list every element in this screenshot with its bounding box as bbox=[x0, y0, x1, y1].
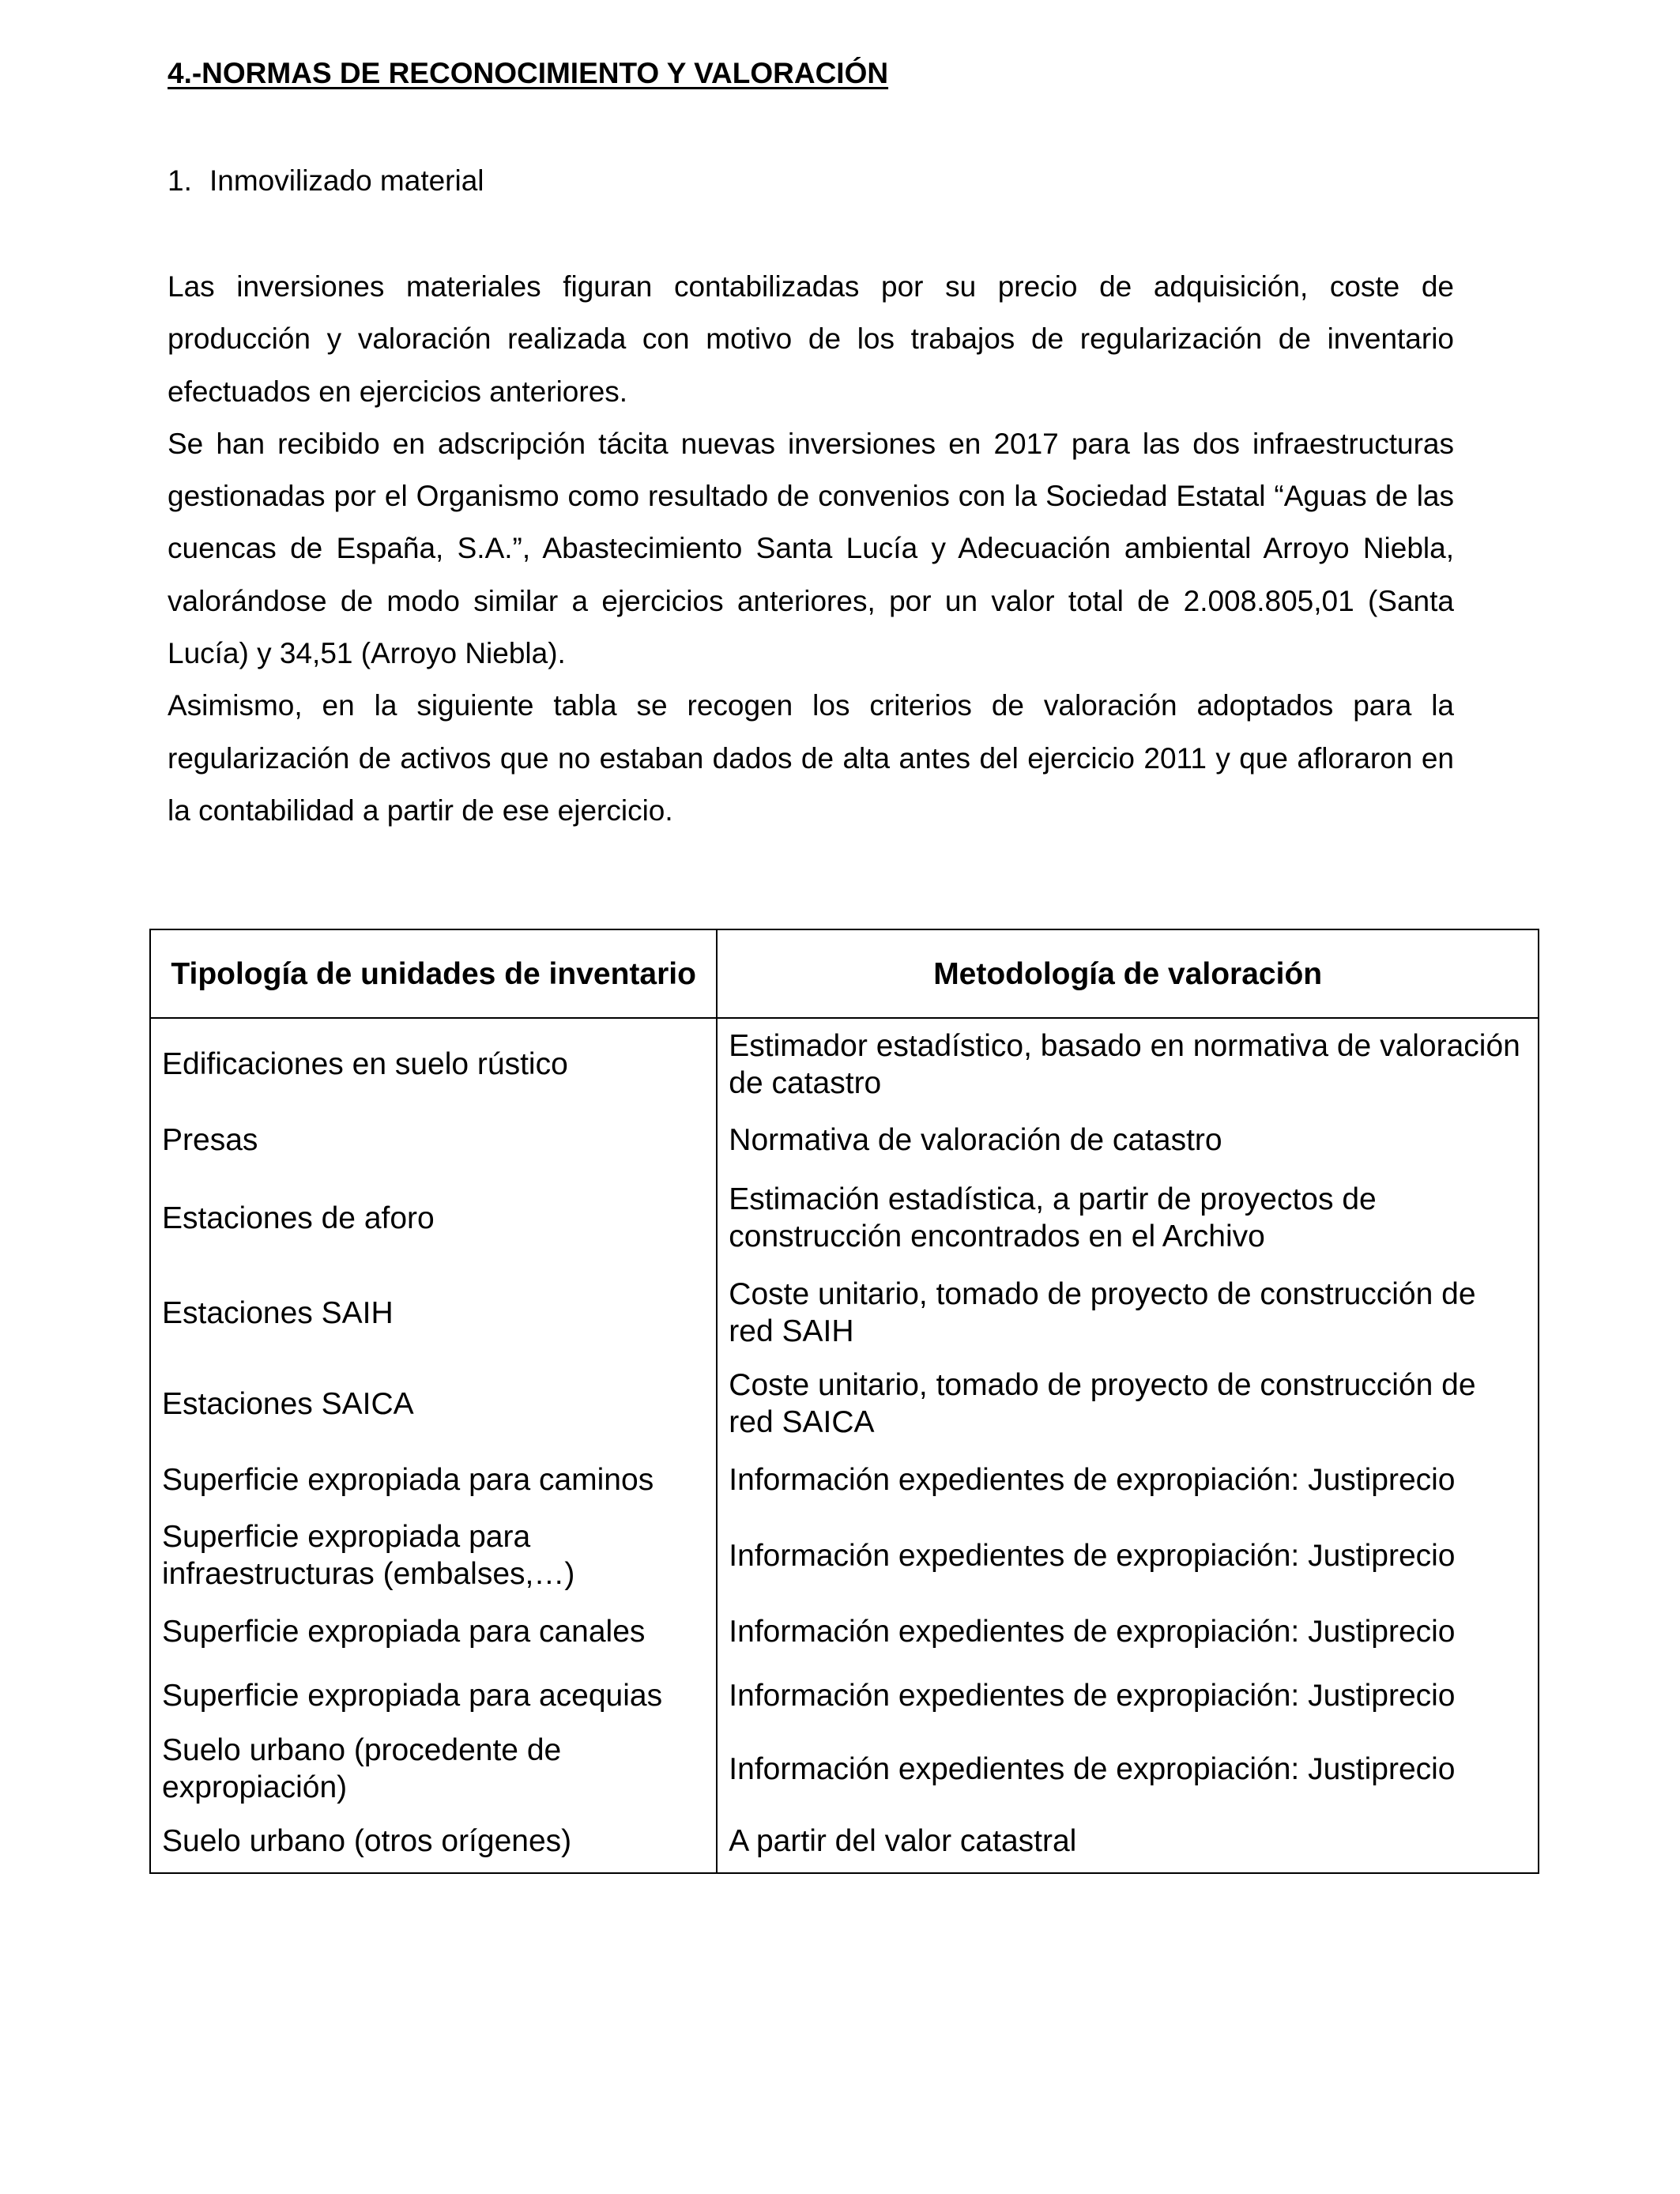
table-row bbox=[150, 1266, 1539, 1359]
table-row bbox=[150, 1110, 1539, 1170]
typology-cell: Superficie expropiada para caminos bbox=[150, 1448, 717, 1511]
table-row bbox=[150, 1511, 1539, 1600]
body-text bbox=[168, 261, 1454, 837]
methodology-cell: Información expedientes de expropiación: Justiprecio bbox=[717, 1600, 1539, 1663]
table-row bbox=[150, 1600, 1539, 1663]
typology-cell: Estaciones SAIH bbox=[150, 1266, 717, 1359]
paragraph: Se han recibido en adscripción tácita nuevas inversiones en 2017 para las dos infraestructuras gestionadas por el Organismo como resultado de convenios con la Sociedad Estatal “Aguas de las cuencas de España, S.A.”, Abastecimiento Santa Lucía y Adecuación ambiental Arroyo Niebla, valorándose de modo similar a ejercicios anteriores, por un valor total de 2.008.805,01 (Santa Lucía) y 34,51 (Arroyo Niebla). bbox=[168, 427, 1454, 670]
methodology-cell: Normativa de valoración de catastro bbox=[717, 1110, 1539, 1170]
paragraph: Las inversiones materiales figuran contabilizadas por su precio de adquisición, coste de producción y valoración realizada con motivo de los trabajos de regularización de inventario efectuados en ejercicios anteriores. bbox=[168, 270, 1454, 408]
table-header-row bbox=[150, 929, 1539, 1018]
typology-cell: Estaciones de aforo bbox=[150, 1170, 717, 1266]
table-row bbox=[150, 1728, 1539, 1810]
typology-cell: Presas bbox=[150, 1110, 717, 1170]
typology-cell: Superficie expropiada para acequias bbox=[150, 1663, 717, 1728]
table-row bbox=[150, 1170, 1539, 1266]
typology-cell: Edificaciones en suelo rústico bbox=[150, 1018, 717, 1110]
header-methodology: Metodología de valoración bbox=[717, 929, 1539, 1018]
section-heading bbox=[168, 164, 484, 198]
methodology-cell: A partir del valor catastral bbox=[717, 1810, 1539, 1873]
typology-cell: Suelo urbano (procedente de expropiación) bbox=[150, 1728, 717, 1810]
methodology-cell: Información expedientes de expropiación: Justiprecio bbox=[717, 1511, 1539, 1600]
section-label: Inmovilizado material bbox=[209, 164, 484, 197]
typology-cell: Superficie expropiada para canales bbox=[150, 1600, 717, 1663]
typology-cell: Estaciones SAICA bbox=[150, 1359, 717, 1448]
valuation-table bbox=[149, 929, 1539, 1874]
methodology-cell: Coste unitario, tomado de proyecto de construcción de red SAICA bbox=[717, 1359, 1539, 1448]
table-row bbox=[150, 1448, 1539, 1511]
page-title: 4.-NORMAS DE RECONOCIMIENTO Y VALORACIÓN bbox=[168, 57, 889, 89]
section-number: 1. bbox=[168, 164, 192, 197]
table-row bbox=[150, 1359, 1539, 1448]
table-row bbox=[150, 1018, 1539, 1110]
header-typology: Tipología de unidades de inventario bbox=[150, 929, 717, 1018]
methodology-cell: Coste unitario, tomado de proyecto de construcción de red SAIH bbox=[717, 1266, 1539, 1359]
paragraph: Asimismo, en la siguiente tabla se recogen los criterios de valoración adoptados para la regularización de activos que no estaban dados de alta antes del ejercicio 2011 y que afloraron en la contabilidad a partir de ese ejercicio. bbox=[168, 689, 1454, 827]
methodology-cell: Información expedientes de expropiación: Justiprecio bbox=[717, 1663, 1539, 1728]
methodology-cell: Información expedientes de expropiación: Justiprecio bbox=[717, 1728, 1539, 1810]
methodology-cell: Estimador estadístico, basado en normativa de valoración de catastro bbox=[717, 1018, 1539, 1110]
methodology-cell: Información expedientes de expropiación: Justiprecio bbox=[717, 1448, 1539, 1511]
table-row bbox=[150, 1663, 1539, 1728]
typology-cell: Suelo urbano (otros orígenes) bbox=[150, 1810, 717, 1873]
table-row bbox=[150, 1810, 1539, 1873]
methodology-cell: Estimación estadística, a partir de proyectos de construcción encontrados en el Archivo bbox=[717, 1170, 1539, 1266]
typology-cell: Superficie expropiada para infraestructuras (embalses,…) bbox=[150, 1511, 717, 1600]
